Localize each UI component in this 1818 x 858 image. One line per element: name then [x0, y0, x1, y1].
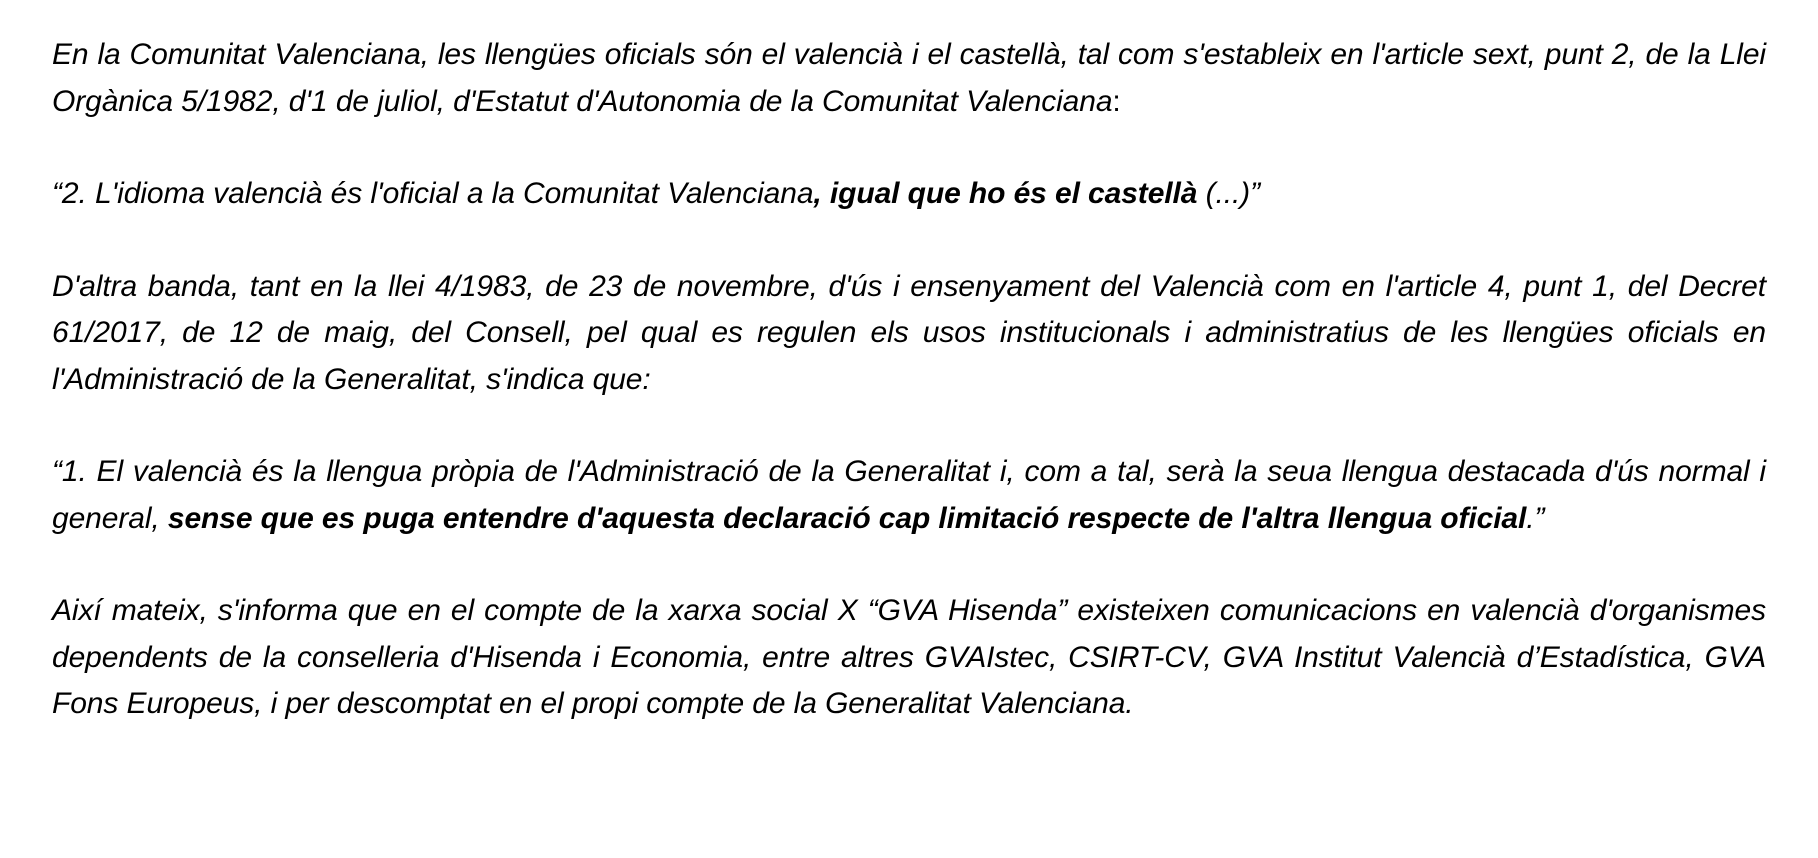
quote-decree-part-3: .” [1526, 501, 1545, 535]
paragraph-decree-reference [52, 264, 1766, 404]
quote-estatut-part-1: “2. L'idioma valencià és l'oficial a la Comunitat Valenciana [52, 177, 814, 210]
quote-estatut-part-3: (...)” [1197, 177, 1260, 210]
quote-estatut-article [52, 171, 1766, 218]
paragraph-social-network-text: Així mateix, s'informa que en el compte de la xarxa social X “GVA Hisenda” existeixen comunicacions en valencià d'organismes dependents de la conselleria d'Hisenda i Economia, entre altres GVAIstec, CSIRT-CV, GVA Institut Valencià d’Estadística, GVA Fons Europeus, i per descomptat en el propi compte de la Generalitat Valenciana. [52, 594, 1766, 720]
paragraph-decree-reference-text: D'altra banda, tant en la llei 4/1983, de 23 de novembre, d'ús i ensenyament del Valencià com en l'article 4, punt 1, del Decret 61/2017, de 12 de maig, del Consell, pel qual es regulen els usos institucionals i administratius de les llengües oficials en l'Administració de la Generalitat, s'indica que: [52, 269, 1766, 396]
paragraph-official-languages-text: En la Comunitat Valenciana, les llengües oficials són el valencià i el castellà, tal com s'estableix en l'article sext, punt 2, de la Llei Orgànica 5/1982, d'1 de juliol, d'Estatut d'Autonomia de la Comunitat Valenciana [52, 38, 1766, 118]
quote-estatut-bold: , igual que ho és el castellà [813, 177, 1198, 210]
quote-decree-part-1: “1. El valencià és la llengua pròpia de l'Administració de la Generalitat i, com a tal, serà la seua llengua destacada d'ús normal i general, [52, 455, 1766, 535]
quote-decree-article [52, 449, 1766, 542]
paragraph-social-network [52, 588, 1766, 728]
paragraph-official-languages-colon: : [1112, 84, 1121, 118]
paragraph-official-languages [52, 32, 1766, 125]
quote-decree-bold: sense que es puga entendre d'aquesta declaració cap limitació respecte de l'altra llengua oficial [167, 501, 1527, 535]
